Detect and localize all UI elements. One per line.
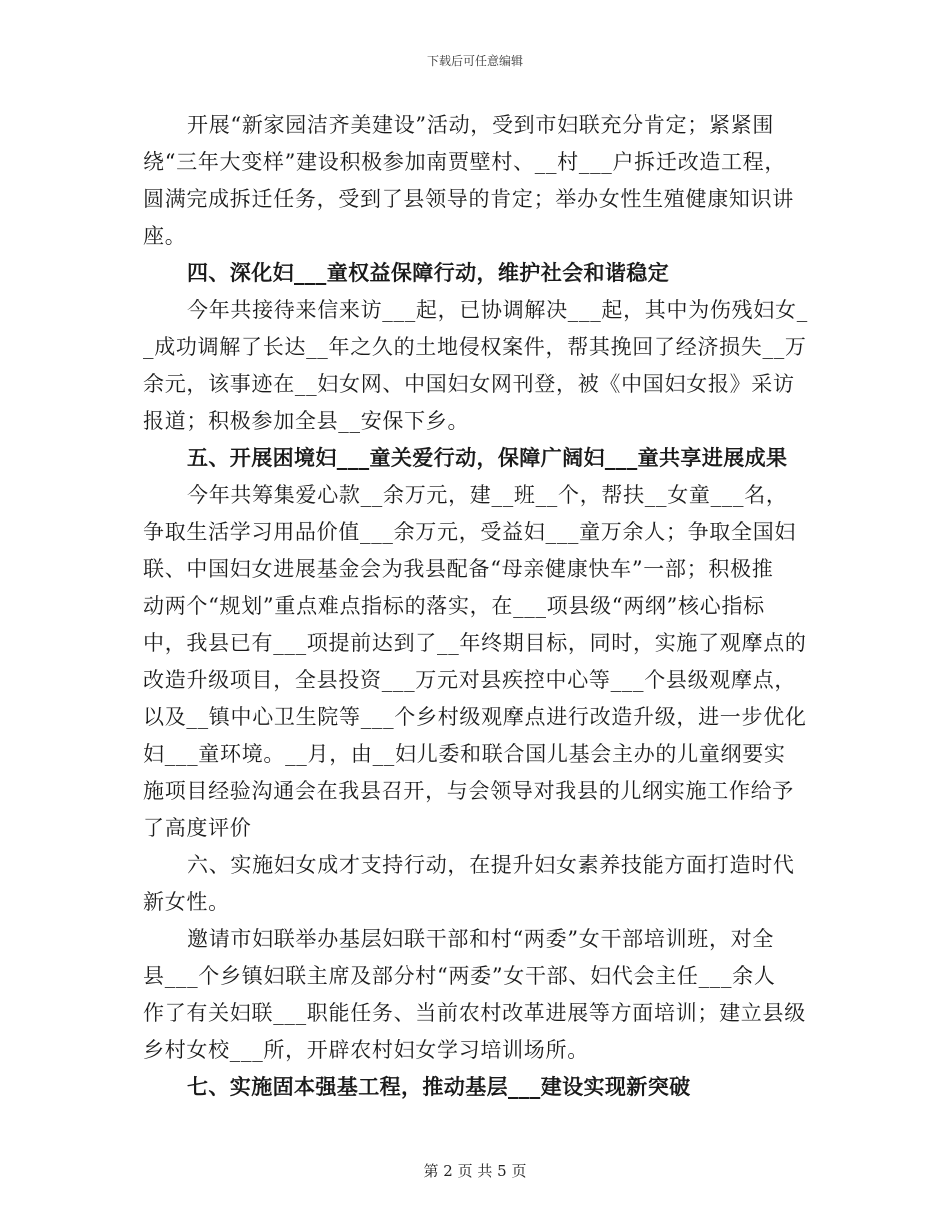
section-heading-line: 五、开展困境妇___童关爱行动，保障广阔妇___童共享进展成果 — [187, 445, 788, 470]
section-heading-line: 七、实施固本强基工程，推动基层___建设实现新突破 — [187, 1074, 691, 1099]
paragraph-line: 妇___童环境。__月，由__妇儿委和联合国儿基会主办的儿童纲要实 — [143, 742, 786, 766]
paragraph-line: 了高度评价 — [143, 816, 252, 840]
paragraph-line: 动两个“规划”重点难点指标的落实，在___项县级“两纲”核心指标 — [143, 594, 765, 618]
page-number-footer: 第 2 页 共 5 页 — [423, 1162, 527, 1180]
paragraph-line: 绕“三年大变样”建设积极参加南贾壁村、__村___户拆迁改造工程， — [143, 150, 787, 174]
paragraph-line: 作了有关妇联___职能任务、当前农村改革进展等方面培训；建立县级 — [143, 1001, 806, 1025]
paragraph-line: 中，我县已有___项提前达到了__年终期目标，同时，实施了观摩点的 — [143, 631, 807, 655]
paragraph-line: 以及__镇中心卫生院等___个乡村级观摩点进行改造升级，进一步优化 — [143, 705, 807, 729]
paragraph-line: 圆满完成拆迁任务，受到了县领导的肯定；举办女性生殖健康知识讲 — [143, 187, 794, 211]
document-body — [143, 108, 808, 1107]
paragraph-line: 六、实施妇女成才支持行动，在提升妇女素养技能方面打造时代 — [187, 853, 795, 877]
paragraph-line: 联、中国妇女进展基金会为我县配备“母亲健康快车”一部；积极推 — [143, 557, 774, 581]
paragraph-line: 乡村女校___所，开辟农村妇女学习培训场所。 — [143, 1038, 589, 1062]
paragraph-line: 今年共接待来信来访___起，已协调解决___起，其中为伤残妇女_ — [187, 298, 808, 322]
section-heading-line: 四、深化妇___童权益保障行动，维护社会和谐稳定 — [187, 260, 670, 285]
paragraph-line: 余元，该事迹在__妇女网、中国妇女网刊登，被《中国妇女报》采访 — [143, 372, 795, 396]
paragraph-line: 改造升级项目，全县投资___万元对县疾控中心等___个县级观摩点， — [143, 668, 797, 692]
paragraph-line: 座。 — [143, 224, 187, 248]
paragraph-line: _成功调解了长达__年之久的土地侵权案件，帮其挽回了经济损失__万 — [143, 335, 807, 359]
paragraph-line: 报道；积极参加全县__安保下乡。 — [143, 409, 470, 433]
paragraph-line: 邀请市妇联举办基层妇联干部和村“两委”女干部培训班，对全 — [187, 927, 775, 951]
paragraph-line: 开展“新家园洁齐美建设”活动，受到市妇联充分肯定；紧紧围 — [187, 113, 775, 137]
paragraph-line: 新女性。 — [143, 890, 230, 914]
paragraph-line: 县___个乡镇妇联主席及部分村“两委”女干部、妇代会主任___余人 — [143, 964, 776, 988]
paragraph-line: 施项目经验沟通会在我县召开，与会领导对我县的儿纲实施工作给予 — [143, 779, 794, 803]
paragraph-line: 今年共筹集爱心款__余万元，建__班__个，帮扶__女童___名， — [187, 483, 788, 507]
page-header: 下载后可任意编辑 — [426, 54, 523, 68]
paragraph-line: 争取生活学习用品价值___余万元，受益妇___童万余人；争取全国妇 — [143, 520, 797, 544]
